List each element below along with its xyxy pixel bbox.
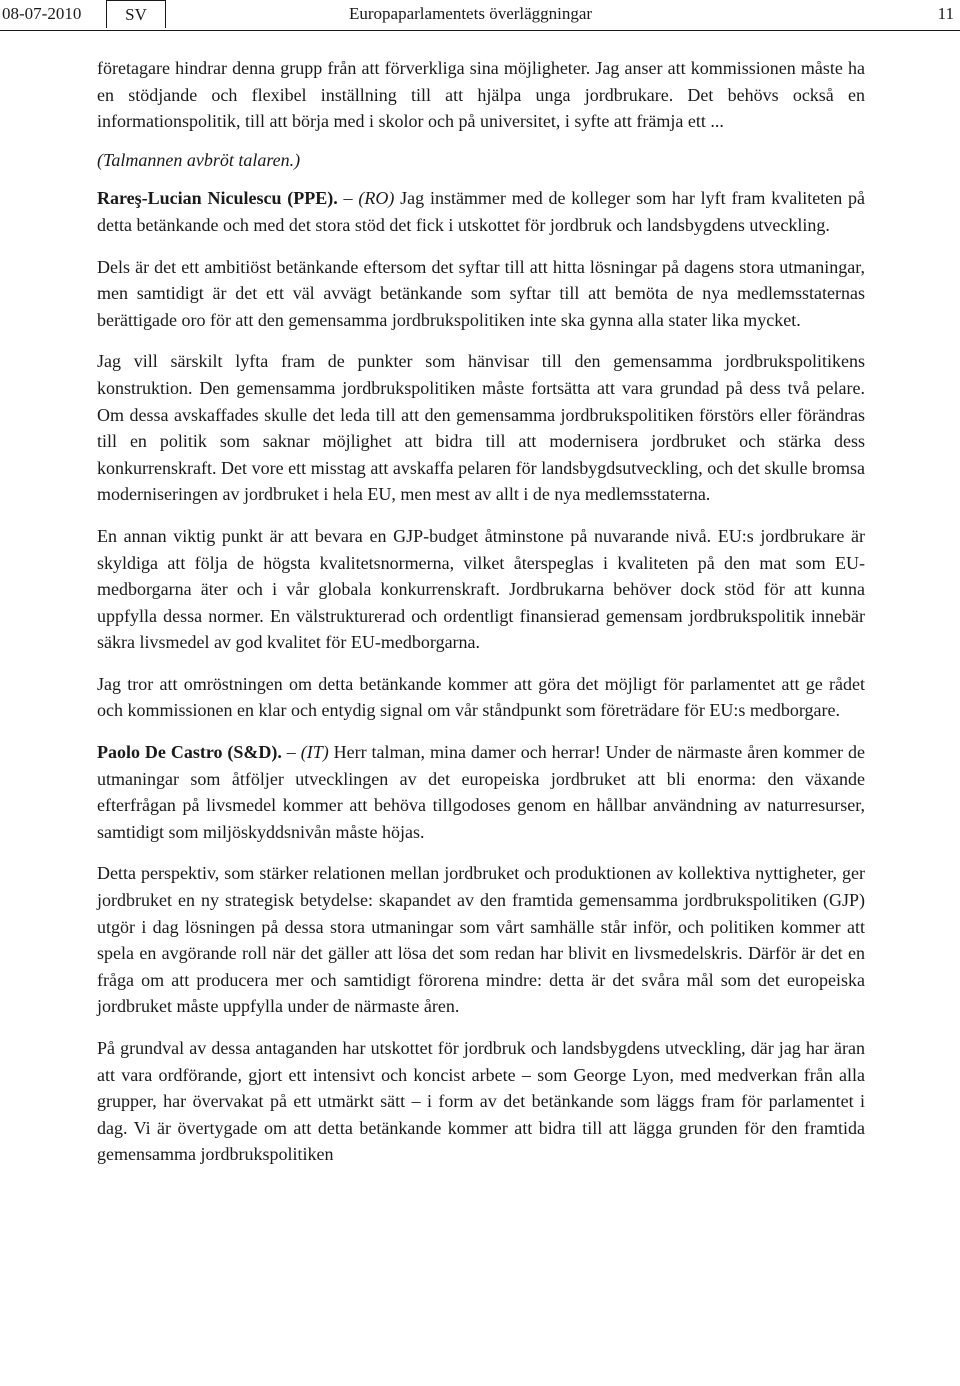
interruption-note (97, 147, 865, 174)
paragraph: Jag tror att omröstningen om detta betänkande kommer att göra det möjligt för parlamentet att ge rådet och kommissionen en klar och entydig signal om vår ståndpunkt som företrädare för EU:s medborgare. (97, 673, 865, 721)
paragraph: En annan viktig punkt är att bevara en GJP-budget åtminstone på nuvarande nivå. EU:s jordbrukare är skyldiga att följa de högsta kvalitetsnormerna, vilket återspeglas i kvaliteten på den mat som EU-medborgarna äter och i vår globala konkurrenskraft. Jordbrukarna behöver dock stöd för att kunna uppfylla dessa normer. En välstrukturerad och ordentligt finansierad gemensam jordbrukspolitik innebär säkra livsmedel av god kvalitet för EU-medborgarna. (97, 525, 865, 653)
header-date: 08-07-2010 (2, 4, 82, 23)
note-text: (Talmannen avbröt talaren.) (97, 149, 301, 170)
header-title: Europaparlamentets överläggningar (349, 4, 593, 23)
paragraph: företagare hindrar denna grupp från att förverkliga sina möjligheter. Jag anser att kommissionen måste ha en stödjande och flexibel inställning till att hjälpa unga jordbrukare. Det behövs också en informationspolitik, till att börja med i skolor och på universitet, i syfte att främja ett ... (97, 58, 865, 132)
language-tag: (IT) (300, 742, 329, 763)
dash: – (337, 188, 359, 209)
language-tag: (RO) (358, 188, 395, 209)
paragraph: Dels är det ett ambitiöst betänkande eftersom det syftar till att hitta lösningar på dagens stora utmaningar, men samtidigt är det ett väl avvägt betänkande som syftar till att bemöta de nya medlemsstaternas berättigade oro för att den gemensamma jordbrukspolitiken inte ska gynna alla stater lika mycket. (97, 256, 865, 330)
speech-text: Herr talman, mina damer och herrar! Under de närmaste åren kommer de utmaningar som åtföljer utvecklingen av det europeiska jordbruket att bli enorma: den växande efterfrågan på livsmedel kommer att behöva tillgodoses genom en hållbar användning av naturresurser, samtidigt som miljöskyddsnivån måste höjas. (97, 742, 865, 842)
page-header (0, 0, 960, 31)
paragraph: Detta perspektiv, som stärker relationen mellan jordbruket och produktionen av kollektiva nyttigheter, ger jordbruket en ny strategisk betydelse: skapandet av den framtida gemensamma jordbrukspolitiken (GJP) utgör i dag lösningen på dessa stora utmaningar som vårt samhälle står inför, och politiken kommer att spela en avgörande roll när det gäller att lösa det som redan har blivit en livsmedelskris. Därför är det en fråga om att producera mer och samtidigt förorena mindre: detta är det svåra mål som det europeiska jordbruket måste uppfylla under de närmaste åren. (97, 863, 865, 1017)
dash: – (281, 742, 301, 763)
paragraph: Jag vill särskilt lyfta fram de punkter som hänvisar till den gemensamma jordbrukspolitikens konstruktion. Den gemensamma jordbrukspolitiken måste fortsätta att vara grundad på dess två pelare. Om dessa avskaffades skulle det leda till att den gemensamma jordbrukspolitiken förstörs eller förändras till en politik som saknar möjlighet att bidra till att modernisera jordbruket och stärka dess konkurrenskraft. Det vore ett misstag att avskaffa pelaren för landsbygdsutveckling, och det skulle bromsa moderniseringen av jordbruket i hela EU, men mest av allt i de nya medlemsstaterna. (97, 351, 865, 505)
document-body (97, 55, 865, 1183)
page-number: 11 (937, 4, 954, 23)
speaker-name: Paolo De Castro (S&D). (97, 742, 282, 763)
speech-paragraph (97, 739, 865, 845)
speech-text: Jag instämmer med de kolleger som har lyft fram kvaliteten på detta betänkande och med det stora stöd det fick i utskottet för jordbruk och landsbygdens utveckling. (97, 188, 865, 235)
language-tab: SV (106, 0, 166, 28)
paragraph: På grundval av dessa antaganden har utskottet för jordbruk och landsbygdens utveckling, där jag har äran att vara ordförande, gjort ett intensivt och koncist arbete – som George Lyon, med medverkan från alla grupper, har övervakat på ett utmärkt sätt – i form av det betänkande som läggs fram för parlamentet i dag. Vi är övertygade om att detta betänkande kommer att bidra till att lägga grunden för den framtida gemensamma jordbrukspolitiken (97, 1038, 865, 1165)
speech-paragraph (97, 185, 865, 238)
speaker-name: Rareş-Lucian Niculescu (PPE). (97, 188, 338, 209)
